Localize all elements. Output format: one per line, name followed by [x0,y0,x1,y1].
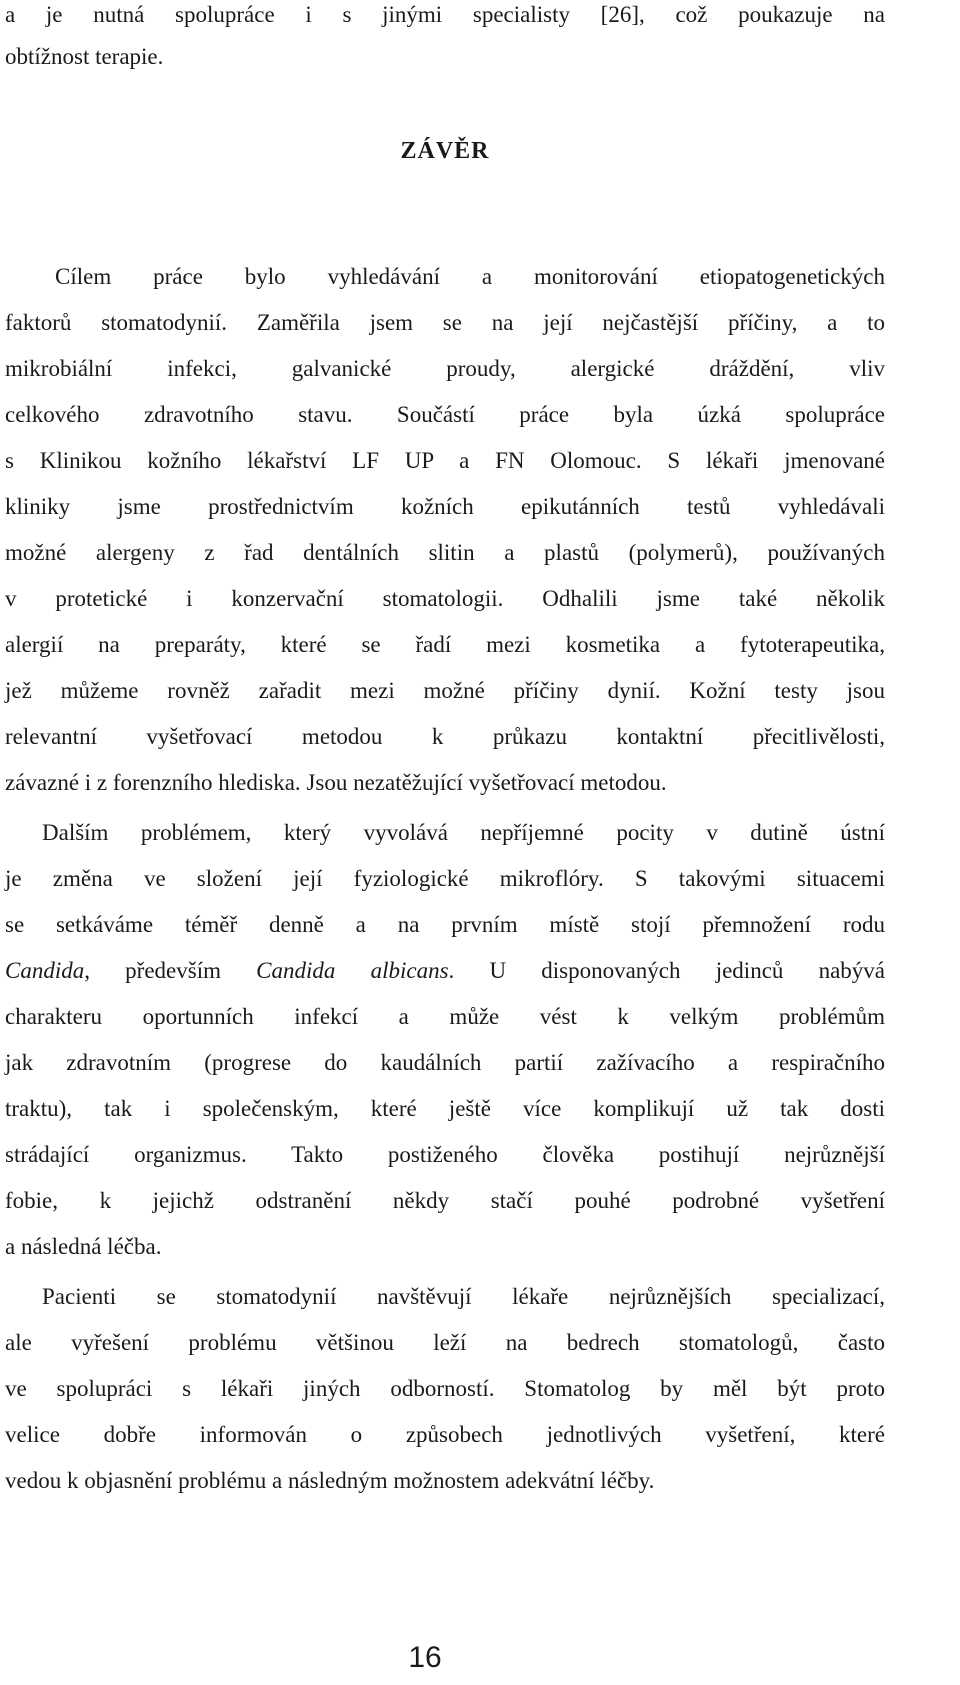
text-segment: , především [84,958,257,983]
text-line: a je nutná spolupráce i s jinými specialisty [26], což poukazuje na [5,2,885,27]
text-line: celkového zdravotního stavu. Součástí práce byla úzká spolupráce [5,402,885,427]
text-line: faktorů stomatodynií. Zaměřila jsem se na její nejčastější příčiny, a to [5,310,885,335]
text-line: mikrobiální infekci, galvanické proudy, alergické dráždění, vliv [5,356,885,381]
text-line: kliniky jsme prostřednictvím kožních epikutánních testů vyhledávali [5,494,885,519]
text-line: je změna ve složení její fyziologické mikroflóry. S takovými situacemi [5,866,885,891]
text-line: a následná léčba. [5,1234,162,1259]
text-line: ale vyřešení problému většinou leží na bedrech stomatologů, často [5,1330,885,1355]
text-line: Dalším problémem, který vyvolává nepříjemné pocity v dutině ústní [42,820,885,845]
text-line: alergií na preparáty, které se řadí mezi kosmetika a fytoterapeutika, [5,632,885,657]
text-line: strádající organizmus. Takto postiženého člověka postihují nejrůznější [5,1142,885,1167]
page-number: 16 [408,1641,442,1674]
italic-species: Candida albicans [256,958,449,983]
text-line-mixed [5,956,885,986]
text-line: relevantní vyšetřovací metodou k průkazu kontaktní přecitlivělosti, [5,724,885,749]
section-heading: ZÁVĚR [400,138,490,164]
text-line: traktu), tak i společenským, které ještě více komplikují už tak dosti [5,1096,885,1121]
text-line: vedou k objasnění problému a následným možnostem adekvátní léčby. [5,1468,655,1493]
text-segment: . U disponovaných jedinců nabývá [448,958,886,983]
text-line: Pacienti se stomatodynií navštěvují lékaře nejrůznějších specializací, [42,1284,885,1309]
text-line: obtížnost terapie. [5,44,164,69]
text-line: fobie, k jejichž odstranění někdy stačí pouhé podrobné vyšetření [5,1188,885,1213]
text-line: velice dobře informován o způsobech jednotlivých vyšetření, které [5,1422,885,1447]
text-line: možné alergeny z řad dentálních slitin a plastů (polymerů), používaných [5,540,885,565]
text-line: se setkáváme téměř denně a na prvním místě stojí přemnožení rodu [5,912,885,937]
text-line: charakteru oportunních infekcí a může vést k velkým problémům [5,1004,885,1029]
text-line: Cílem práce bylo vyhledávání a monitorování etiopatogenetických [55,264,885,289]
text-line: jež můžeme rovněž zařadit mezi možné příčiny dynií. Kožní testy jsou [5,678,885,703]
text-line: jak zdravotním (progrese do kaudálních partií zažívacího a respiračního [5,1050,885,1075]
text-line: s Klinikou kožního lékařství LF UP a FN Olomouc. S lékaři jmenované [5,448,885,473]
text-line: v protetické i konzervační stomatologii. Odhalili jsme také několik [5,586,885,611]
italic-genus: Candida [5,958,85,983]
text-line: závazné i z forenzního hlediska. Jsou nezatěžující vyšetřovací metodou. [5,770,667,795]
text-line: ve spolupráci s lékaři jiných odborností. Stomatolog by měl být proto [5,1376,885,1401]
